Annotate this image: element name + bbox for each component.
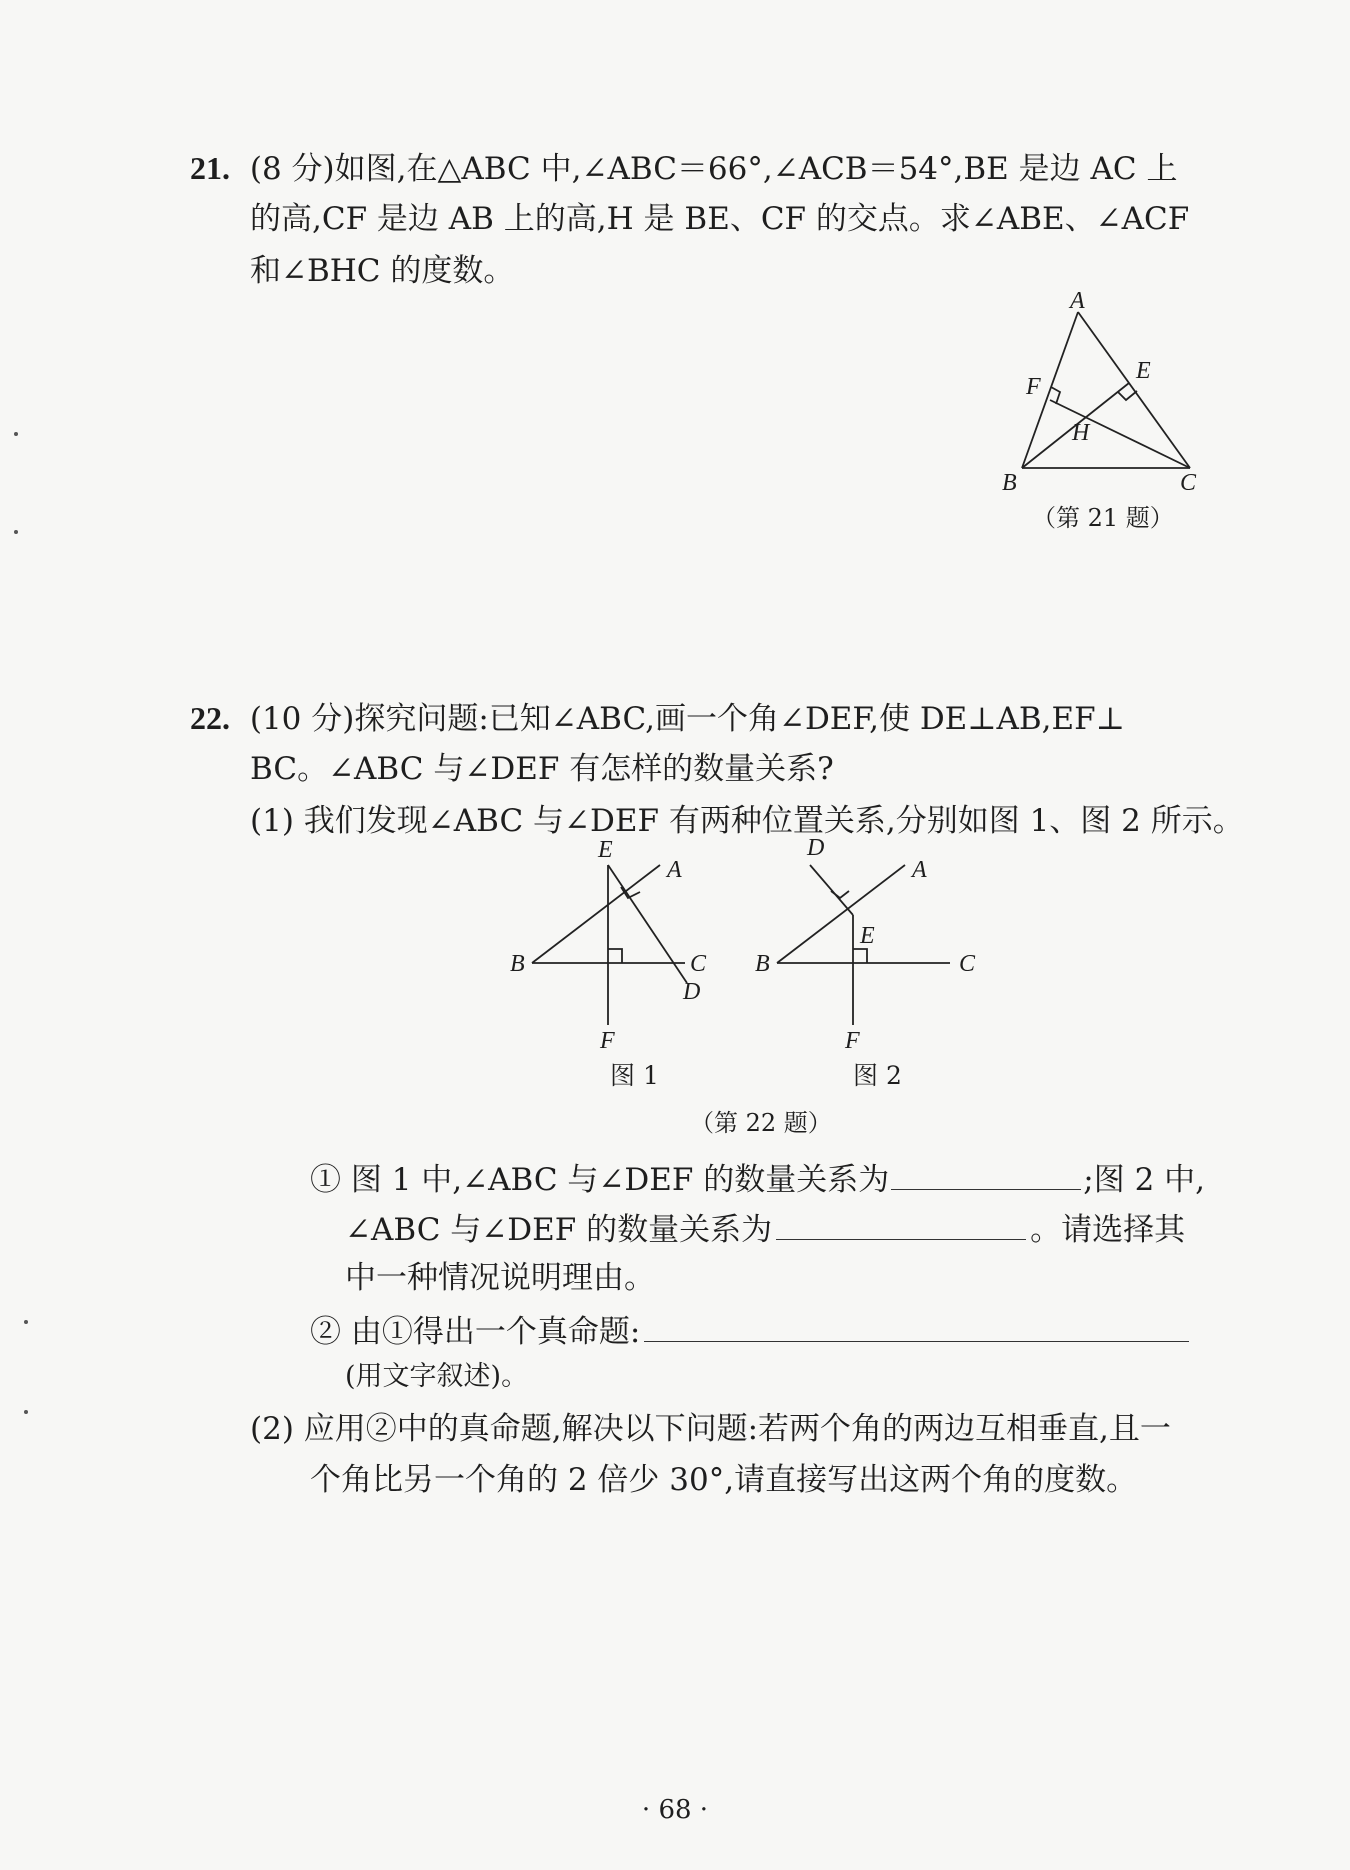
right-angle-mark-e — [1118, 391, 1137, 400]
right-angle-mark-d — [831, 891, 849, 898]
figure-21-triangle — [980, 290, 1230, 500]
figure-2-caption: 图 2 — [853, 1061, 902, 1090]
q22-line-2: BC。∠ABC 与∠DEF 有怎样的数量关系? — [250, 751, 834, 787]
sub1-text-c: ∠ABC 与∠DEF 的数量关系为 — [345, 1212, 773, 1248]
sub2-text-a: ② 由①得出一个真命题: — [310, 1314, 641, 1350]
q22-part-2-line-2: 个角比另一个角的 2 倍少 30°,请直接写出这两个角的度数。 — [310, 1462, 1138, 1498]
vertex-label-e: E — [1136, 358, 1151, 384]
side-ac — [1078, 312, 1190, 468]
vertex-label-b: B — [1002, 470, 1017, 496]
figure-22-caption: （第 22 题） — [690, 1109, 832, 1137]
figure-1-caption: 图 1 — [610, 1061, 659, 1090]
sub1-text-e: 中一种情况说明理由。 — [345, 1260, 655, 1296]
scan-speck — [14, 432, 18, 436]
figure-22-diagram-2 — [755, 835, 1005, 1050]
q22-part-2-line-1: (2) 应用②中的真命题,解决以下问题:若两个角的两边互相垂直,且一 — [250, 1411, 1171, 1447]
q21-line-2: 的高,CF 是边 AB 上的高,H 是 BE、CF 的交点。求∠ABE、∠ACF — [250, 201, 1190, 237]
sub1-text-a: ① 图 1 中,∠ABC 与∠DEF 的数量关系为 — [310, 1162, 890, 1198]
point-label-c: C — [959, 951, 976, 977]
answer-blank-1[interactable] — [891, 1163, 1081, 1190]
figure-22-diagram-1 — [510, 835, 750, 1050]
scan-speck — [24, 1320, 28, 1324]
vertex-label-h: H — [1072, 420, 1090, 446]
ray-ed — [810, 865, 853, 915]
sub1-text-d: 。请选择其 — [1030, 1212, 1186, 1248]
point-label-d: D — [683, 979, 701, 1005]
point-label-c: C — [690, 951, 707, 977]
point-label-e: E — [598, 837, 613, 863]
question-number: 21. — [190, 150, 230, 186]
point-label-b: B — [755, 951, 770, 977]
point-label-a: A — [667, 857, 682, 883]
point-label-b: B — [510, 951, 525, 977]
right-angle-mark-f — [608, 949, 622, 963]
point-label-d: D — [807, 835, 825, 861]
altitude-cf — [1050, 400, 1190, 468]
sub1-text-b: ;图 2 中, — [1083, 1162, 1205, 1198]
q22-line-1: (10 分)探究问题:已知∠ABC,画一个角∠DEF,使 DE⊥AB,EF⊥ — [249, 701, 1125, 737]
q21-line-1: (8 分)如图,在△ABC 中,∠ABC＝66°,∠ACB＝54°,BE 是边 AC 上 — [249, 151, 1178, 187]
question-number: 22. — [190, 700, 230, 736]
answer-blank-3[interactable] — [644, 1315, 1189, 1342]
point-label-f: F — [600, 1028, 615, 1050]
right-angle-mark-f — [853, 949, 867, 963]
answer-blank-2[interactable] — [776, 1213, 1026, 1240]
figure-21-caption: （第 21 题） — [1032, 504, 1174, 532]
vertex-label-f: F — [1026, 374, 1041, 400]
ray-ba — [777, 865, 905, 963]
q22-part-1: (1) 我们发现∠ABC 与∠DEF 有两种位置关系,分别如图 1、图 2 所示。 — [250, 803, 1244, 839]
scan-speck — [24, 1410, 28, 1414]
vertex-label-a: A — [1070, 290, 1085, 314]
point-label-e: E — [860, 923, 875, 949]
point-label-a: A — [912, 857, 927, 883]
sub2-text-b: (用文字叙述)。 — [345, 1361, 529, 1392]
page-number: · 68 · — [641, 1795, 709, 1825]
point-label-f: F — [845, 1028, 860, 1050]
q21-line-3: 和∠BHC 的度数。 — [250, 253, 515, 289]
vertex-label-c: C — [1180, 470, 1197, 496]
scan-speck — [14, 530, 18, 534]
